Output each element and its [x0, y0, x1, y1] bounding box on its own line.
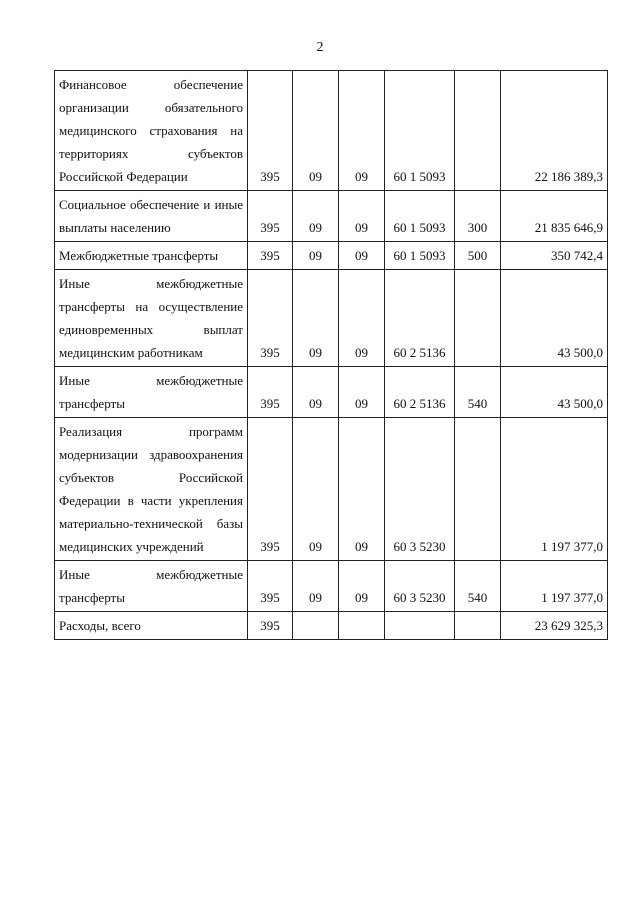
row-name: Реализация программ модернизации здравоохранения субъектов Российской Федерации в части укрепления материально-технической базы медицинских учреждений [55, 418, 248, 561]
section-code [293, 612, 339, 640]
subsection-code: 09 [339, 561, 385, 612]
table-row [55, 242, 608, 270]
page-number: 2 [316, 40, 324, 55]
subsection-code [339, 612, 385, 640]
amount: 1 197 377,0 [501, 561, 608, 612]
row-name: Социальное обеспечение и иные выплаты населению [55, 191, 248, 242]
ministry-code: 395 [248, 367, 293, 418]
section-code: 09 [293, 242, 339, 270]
type-code [455, 270, 501, 367]
subsection-code: 09 [339, 418, 385, 561]
table-row [55, 418, 608, 561]
total-row [55, 612, 608, 640]
table-row [55, 191, 608, 242]
subsection-code: 09 [339, 367, 385, 418]
amount: 1 197 377,0 [501, 418, 608, 561]
ministry-code: 395 [248, 71, 293, 191]
type-code [455, 418, 501, 561]
row-name: Межбюджетные трансферты [55, 242, 248, 270]
section-code: 09 [293, 71, 339, 191]
ministry-code: 395 [248, 418, 293, 561]
ministry-code: 395 [248, 191, 293, 242]
amount: 22 186 389,3 [501, 71, 608, 191]
table-row [55, 561, 608, 612]
target-code: 60 2 5136 [385, 270, 455, 367]
table-row [55, 367, 608, 418]
row-name: Иные межбюджетные трансферты [55, 561, 248, 612]
row-name: Расходы, всего [55, 612, 248, 640]
type-code: 500 [455, 242, 501, 270]
subsection-code: 09 [339, 71, 385, 191]
target-code: 60 1 5093 [385, 242, 455, 270]
target-code: 60 1 5093 [385, 71, 455, 191]
amount: 350 742,4 [501, 242, 608, 270]
subsection-code: 09 [339, 242, 385, 270]
section-code: 09 [293, 270, 339, 367]
section-code: 09 [293, 367, 339, 418]
subsection-code: 09 [339, 270, 385, 367]
amount: 21 835 646,9 [501, 191, 608, 242]
target-code: 60 3 5230 [385, 418, 455, 561]
ministry-code: 395 [248, 242, 293, 270]
type-code [455, 612, 501, 640]
amount: 43 500,0 [501, 367, 608, 418]
ministry-code: 395 [248, 561, 293, 612]
table-row [55, 270, 608, 367]
section-code: 09 [293, 191, 339, 242]
section-code: 09 [293, 561, 339, 612]
type-code: 300 [455, 191, 501, 242]
target-code: 60 1 5093 [385, 191, 455, 242]
type-code: 540 [455, 367, 501, 418]
section-code: 09 [293, 418, 339, 561]
row-name: Иные межбюджетные трансферты на осуществление единовременных выплат медицинским работникам [55, 270, 248, 367]
type-code [455, 71, 501, 191]
ministry-code: 395 [248, 270, 293, 367]
type-code: 540 [455, 561, 501, 612]
subsection-code: 09 [339, 191, 385, 242]
target-code: 60 2 5136 [385, 367, 455, 418]
amount: 43 500,0 [501, 270, 608, 367]
budget-table [54, 70, 608, 640]
row-name: Иные межбюджетные трансферты [55, 367, 248, 418]
amount: 23 629 325,3 [501, 612, 608, 640]
ministry-code: 395 [248, 612, 293, 640]
target-code [385, 612, 455, 640]
row-name: Финансовое обеспечение организации обязательного медицинского страхования на территориях субъектов Российской Федерации [55, 71, 248, 191]
table-row [55, 71, 608, 191]
target-code: 60 3 5230 [385, 561, 455, 612]
